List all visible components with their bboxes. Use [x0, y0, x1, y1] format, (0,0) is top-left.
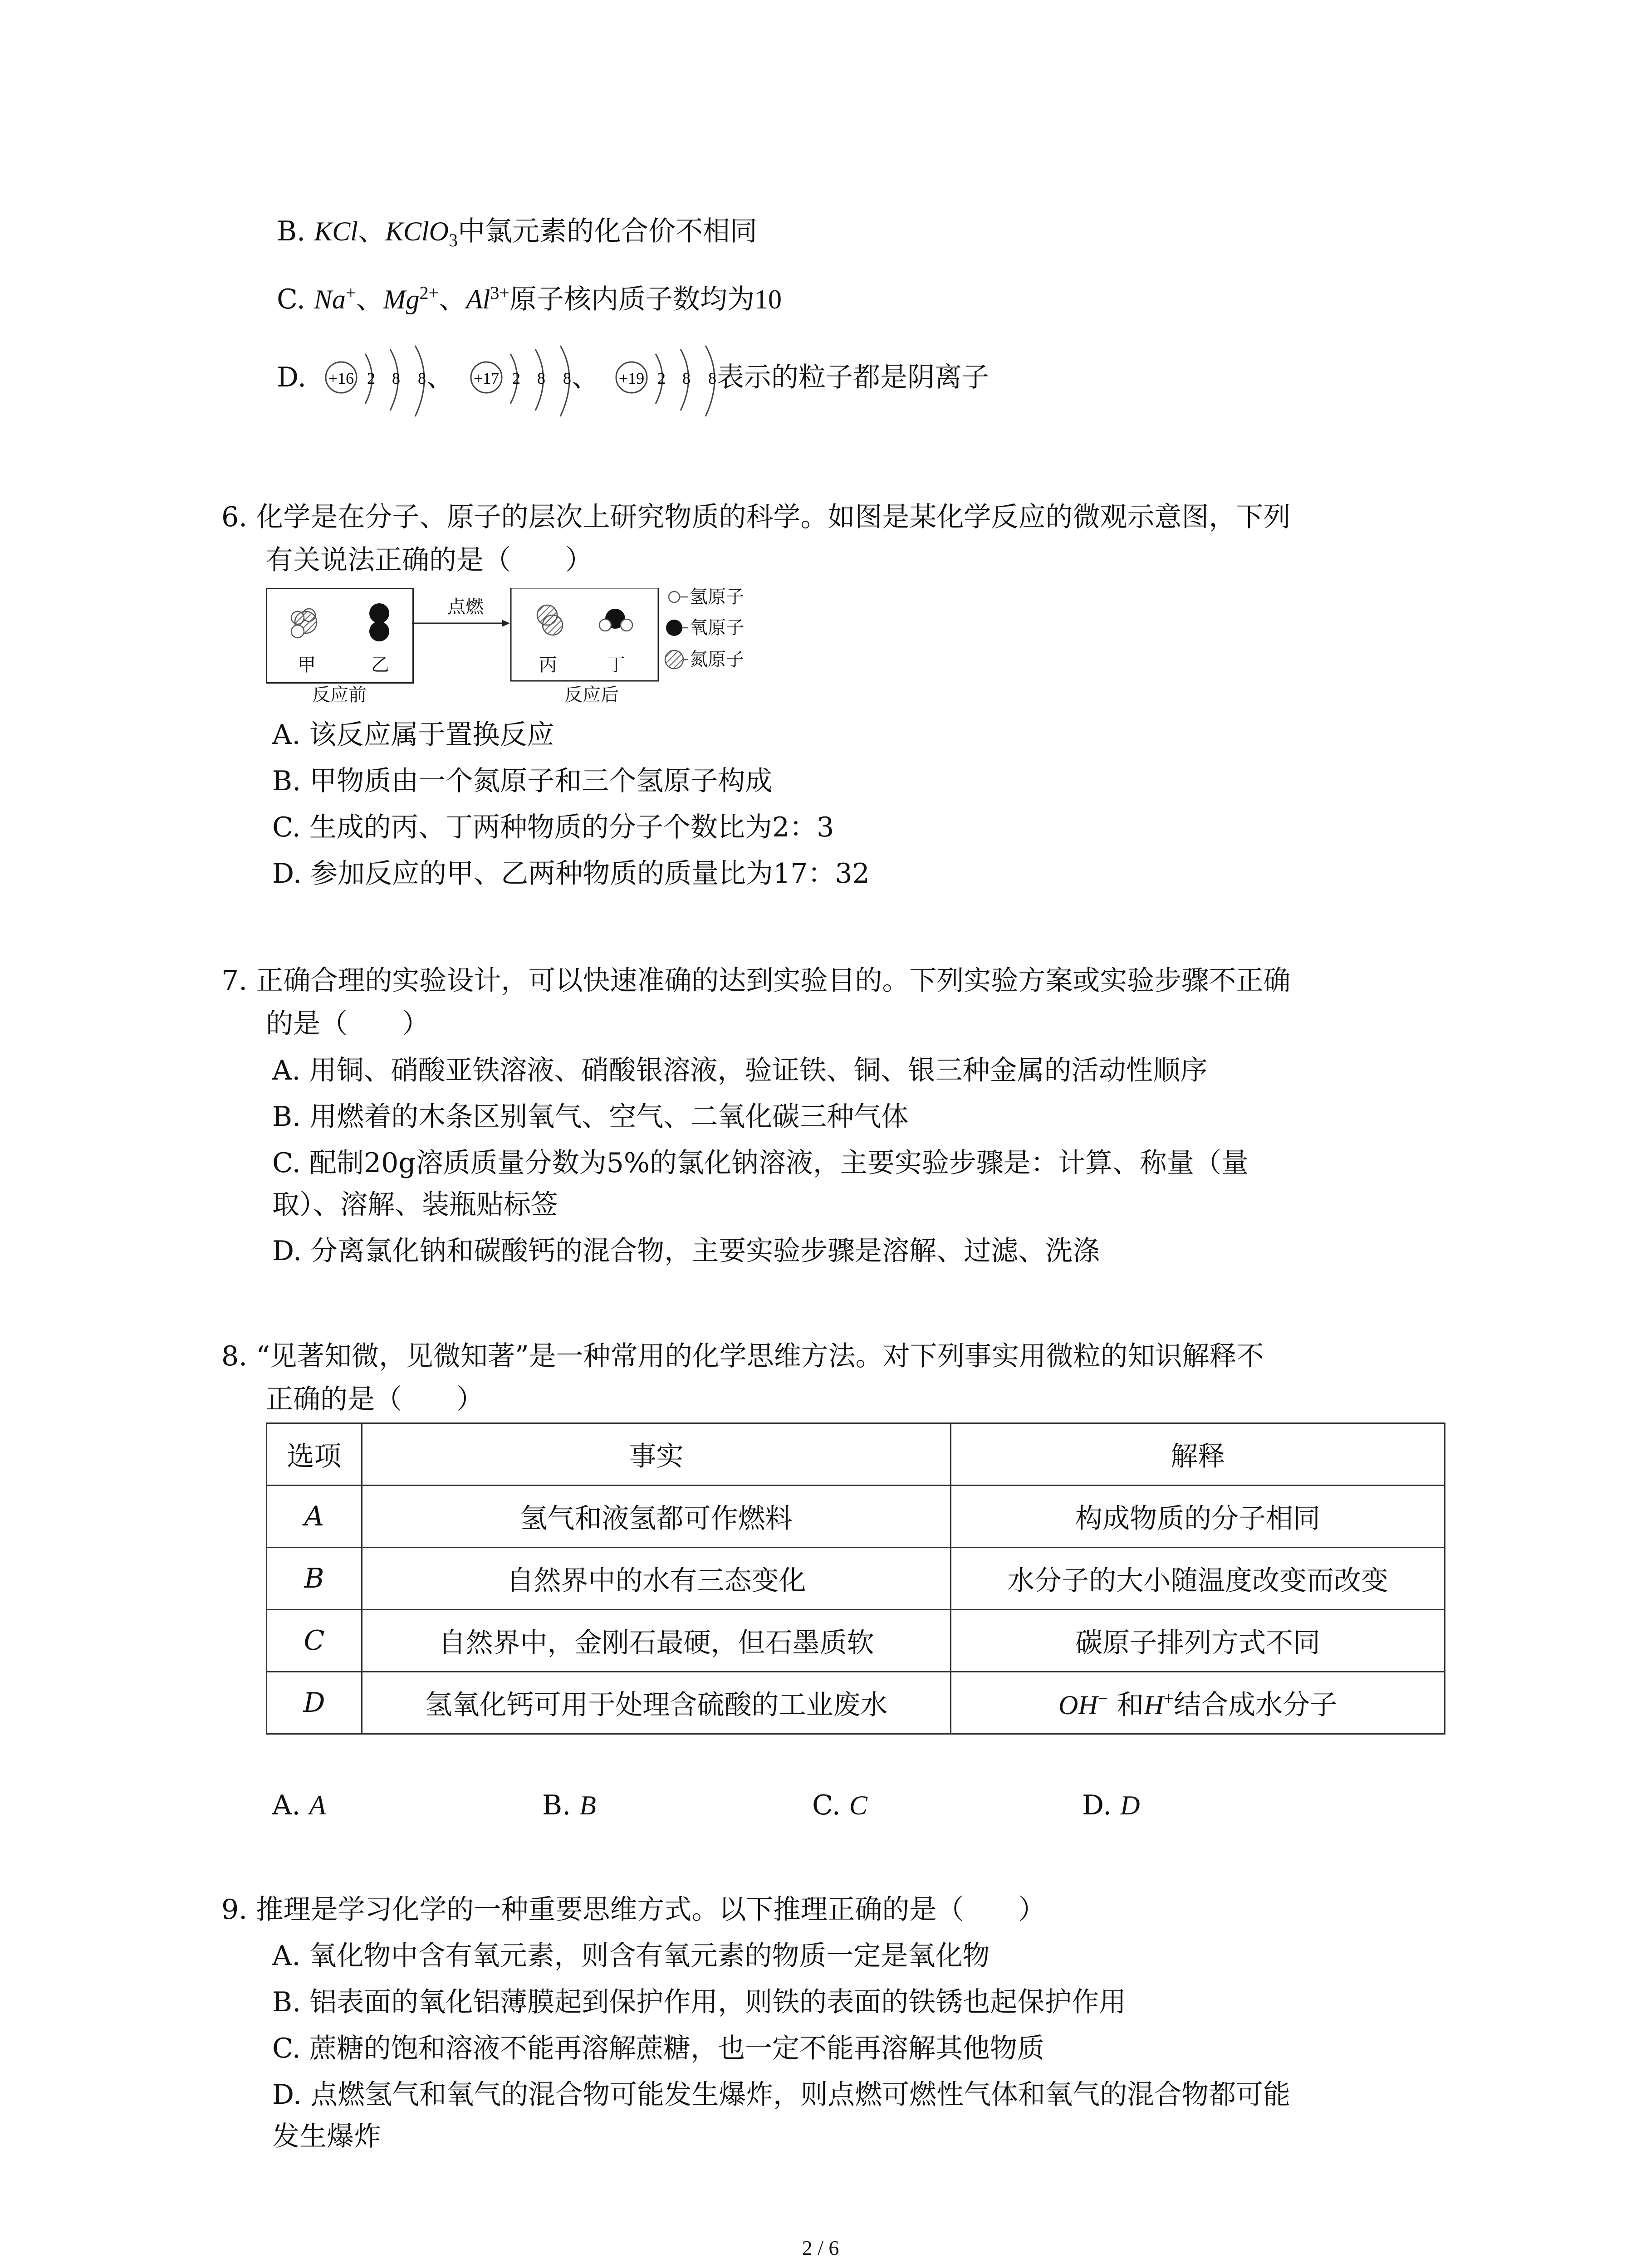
- q9-stem: 9. 推理是学习化学的一种重要思维方式。以下推理正确的是（ ）: [221, 1894, 1046, 1926]
- table-header: 解释: [951, 1423, 1445, 1486]
- q7-option-b: B. 用燃着的木条区别氧气、空气、二氧化碳三种气体: [272, 1101, 909, 1133]
- q5-option-c: C. Na+、$Mg^{2+}$、$Al^{3+}$原子核内质子数均为10: [277, 283, 782, 315]
- table-row: [267, 1548, 1445, 1610]
- q7-option-d: D. 分离氯化钠和碳酸钙的混合物，主要实验步骤是溶解、过滤、洗涤: [272, 1235, 1100, 1267]
- q6-option-c: C. 生成的丙、丁两种物质的分子个数比为2：3: [272, 811, 834, 843]
- svg-text:2: 2: [367, 369, 375, 387]
- reaction-diagram: [266, 588, 810, 706]
- nucleus-charge: +16: [328, 369, 354, 387]
- table-cell-option: C: [267, 1610, 362, 1672]
- legend-oxygen: 氧原子: [690, 617, 744, 638]
- q7-option-a: A. 用铜、硝酸亚铁溶液、硝酸银溶液，验证铁、铜、银三种金属的活动性顺序: [272, 1055, 1208, 1086]
- q9-option-c: C. 蔗糖的饱和溶液不能再溶解蔗糖，也一定不能再溶解其他物质: [272, 2033, 1044, 2064]
- q6-stem-cont: 有关说法正确的是（ ）: [266, 544, 593, 576]
- facts-table: [266, 1422, 1445, 1735]
- q8-stem: 8. “见著知微，见微知著”是一种常用的化学思维方法。对下列事实用微粒的知识解释不: [221, 1340, 1264, 1372]
- q9-option-d: D. 点燃氢气和氧气的混合物可能发生爆炸，则点燃可燃性气体和氧气的混合物都可能: [272, 2079, 1291, 2111]
- table-header: 选项: [267, 1423, 362, 1486]
- q8-answer-b: B. B: [542, 1789, 596, 1821]
- option-label: D.: [277, 362, 307, 393]
- q7-option-c-cont: 取）、溶解、装瓶贴标签: [272, 1189, 558, 1221]
- table-cell-explain: 构成物质的分子相同: [951, 1486, 1445, 1548]
- q6-option-b: B. 甲物质由一个氮原子和三个氢原子构成: [272, 765, 773, 797]
- separator: 、: [572, 362, 599, 393]
- table-cell-explain: 水分子的大小随温度改变而改变: [951, 1548, 1445, 1610]
- svg-text:8: 8: [418, 369, 426, 387]
- q7-option-c: C. 配制20g溶质质量分数为5%的氯化钠溶液，主要实验步骤是：计算、称量（量: [272, 1147, 1249, 1179]
- label-yi: 乙: [371, 655, 389, 675]
- option-text: 表示的粒子都是阴离子: [717, 362, 989, 393]
- nucleus-charge: +19: [618, 369, 645, 387]
- svg-text:2: 2: [512, 369, 520, 387]
- table-cell-explain: OH− 和H+结合成水分子: [951, 1672, 1445, 1734]
- label-bing: 丙: [539, 655, 557, 675]
- q8-answer-c: C. C: [812, 1789, 867, 1821]
- option-label: C.: [277, 284, 305, 315]
- svg-text:2: 2: [657, 369, 666, 387]
- formula-kclo3: KClO: [385, 216, 449, 246]
- q5-option-b: B. KCl、KClO$_3$中氯元素的化合价不相同: [277, 215, 758, 250]
- q9-option-b: B. 铝表面的氧化铝薄膜起到保护作用，则铁的表面的铁锈也起保护作用: [272, 1986, 1127, 2018]
- table-cell-option: A: [267, 1486, 362, 1548]
- option-text: 中氯元素的化合价不相同: [458, 215, 758, 247]
- legend-nitrogen: 氮原子: [690, 649, 744, 670]
- table-cell-fact: 自然界中，金刚石最硬，但石墨质软: [362, 1610, 950, 1672]
- page-number: 2 / 6: [802, 2236, 839, 2259]
- after-caption: 反应后: [564, 684, 619, 705]
- svg-text:8: 8: [708, 369, 716, 387]
- q7-stem: 7. 正确合理的实验设计，可以快速准确的达到实验目的。下列实验方案或实验步骤不正确: [221, 965, 1291, 997]
- legend-hydrogen: 氢原子: [690, 587, 744, 607]
- q8-answer-a: A. A: [272, 1789, 326, 1821]
- molecule-h2o: [599, 609, 632, 631]
- separator: 、: [426, 362, 454, 393]
- q6-option-a: A. 该反应属于置换反应: [272, 719, 554, 751]
- table-header: 事实: [362, 1423, 950, 1486]
- before-caption: 反应前: [312, 684, 367, 705]
- q6-stem: 6. 化学是在分子、原子的层次上研究物质的科学。如图是某化学反应的微观示意图，下列: [221, 501, 1291, 533]
- table-header-row: [267, 1423, 1445, 1486]
- table-cell-option: D: [267, 1672, 362, 1734]
- svg-text:8: 8: [392, 369, 400, 387]
- q8-stem-cont: 正确的是（ ）: [266, 1383, 484, 1415]
- svg-text:8: 8: [537, 369, 545, 387]
- table-row: [267, 1672, 1445, 1734]
- q5-option-d: [277, 336, 1275, 445]
- molecule-nh3: [291, 609, 317, 638]
- q9-option-a: A. 氧化物中含有氧元素，则含有氧元素的物质一定是氧化物: [272, 1940, 990, 1972]
- svg-text:8: 8: [682, 369, 691, 387]
- svg-text:8: 8: [563, 369, 571, 387]
- table-cell-option: B: [267, 1548, 362, 1610]
- q6-option-d: D. 参加反应的甲、乙两种物质的质量比为17：32: [272, 858, 870, 890]
- label-jia: 甲: [298, 655, 316, 675]
- table-cell-fact: 氢氧化钙可用于处理含硫酸的工业废水: [362, 1672, 950, 1734]
- q9-option-d-cont: 发生爆炸: [272, 2121, 381, 2152]
- table-row: [267, 1486, 1445, 1548]
- table-cell-explain: 碳原子排列方式不同: [951, 1610, 1445, 1672]
- q8-answer-d: D. D: [1082, 1789, 1140, 1821]
- arrow-label: 点燃: [447, 596, 484, 617]
- molecule-o2: [369, 603, 389, 641]
- table-cell-fact: 氢气和液氢都可作燃料: [362, 1486, 950, 1548]
- nucleus-charge: +17: [473, 369, 500, 387]
- formula-kcl: KCl: [314, 216, 358, 246]
- label-ding: 丁: [607, 655, 625, 675]
- q7-stem-cont: 的是（ ）: [266, 1008, 429, 1040]
- option-label: B.: [277, 215, 306, 247]
- molecule-n2: [537, 605, 563, 635]
- table-cell-fact: 自然界中的水有三态变化: [362, 1548, 950, 1610]
- table-row: [267, 1610, 1445, 1672]
- option-text: 原子核内质子数均为: [509, 284, 754, 315]
